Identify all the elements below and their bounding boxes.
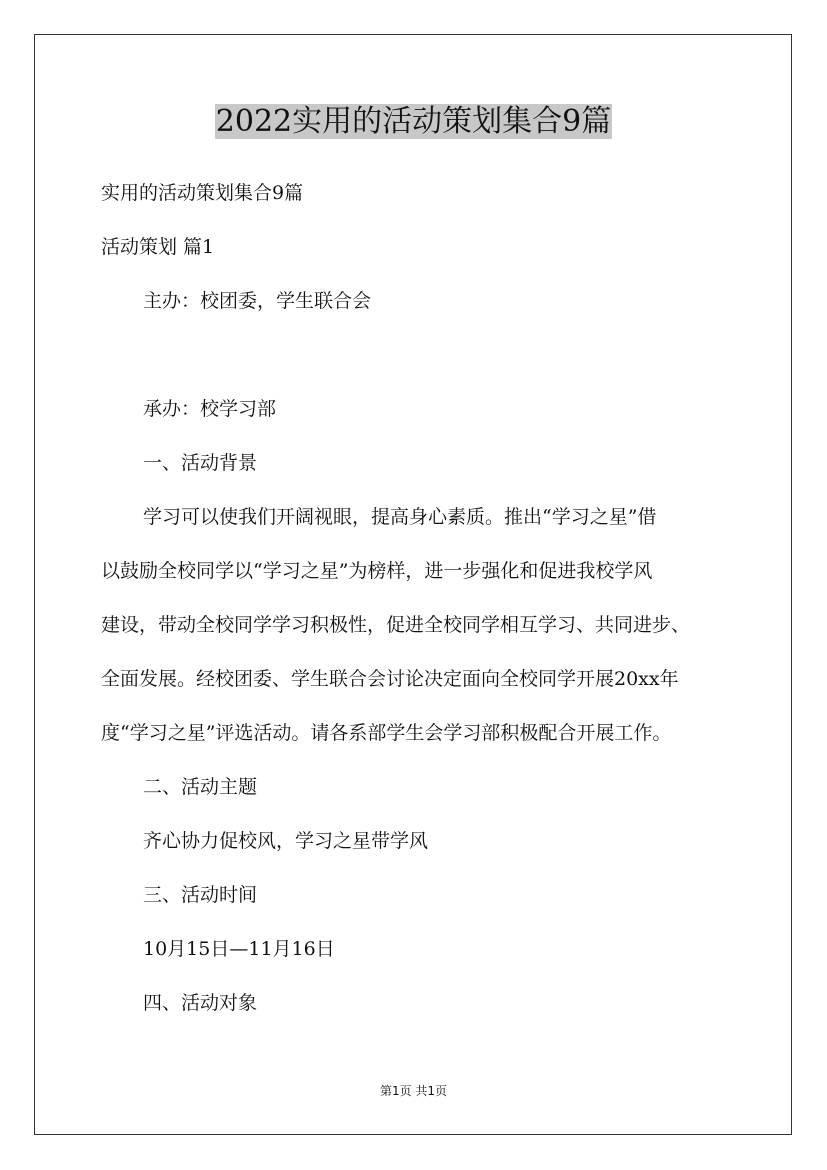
background-line: 学习可以使我们开阔视眼，提高身心素质。推出“学习之星”借	[143, 506, 657, 528]
heading-time: 三、活动时间	[143, 884, 258, 906]
page-footer: 第1页 共1页	[379, 1084, 448, 1098]
co-organizer-line: 承办：校学习部	[143, 398, 277, 420]
time-text: 10月15日—11月16日	[143, 938, 335, 960]
background-line: 建设，带动全校同学学习积极性，促进全校同学相互学习、共同进步、	[101, 614, 691, 636]
heading-audience: 四、活动对象	[143, 992, 258, 1014]
organizer-line: 主办：校团委，学生联合会	[143, 290, 372, 312]
document-title	[0, 102, 827, 142]
background-line: 全面发展。经校团委、学生联合会讨论决定面向全校同学开展20xx年	[101, 668, 679, 690]
heading-theme: 二、活动主题	[143, 776, 258, 798]
heading-background: 一、活动背景	[143, 452, 258, 474]
document-subtitle: 实用的活动策划集合9篇	[101, 182, 304, 204]
document-title-text: 2022实用的活动策划集合9篇	[215, 104, 612, 139]
background-line: 以鼓励全校同学以“学习之星”为榜样，进一步强化和促进我校学风	[101, 560, 653, 582]
section-heading: 活动策划 篇1	[101, 236, 215, 258]
theme-text: 齐心协力促校风，学习之星带学风	[143, 830, 429, 852]
background-line: 度“学习之星”评选活动。请各系部学生会学习部积极配合开展工作。	[101, 722, 672, 744]
